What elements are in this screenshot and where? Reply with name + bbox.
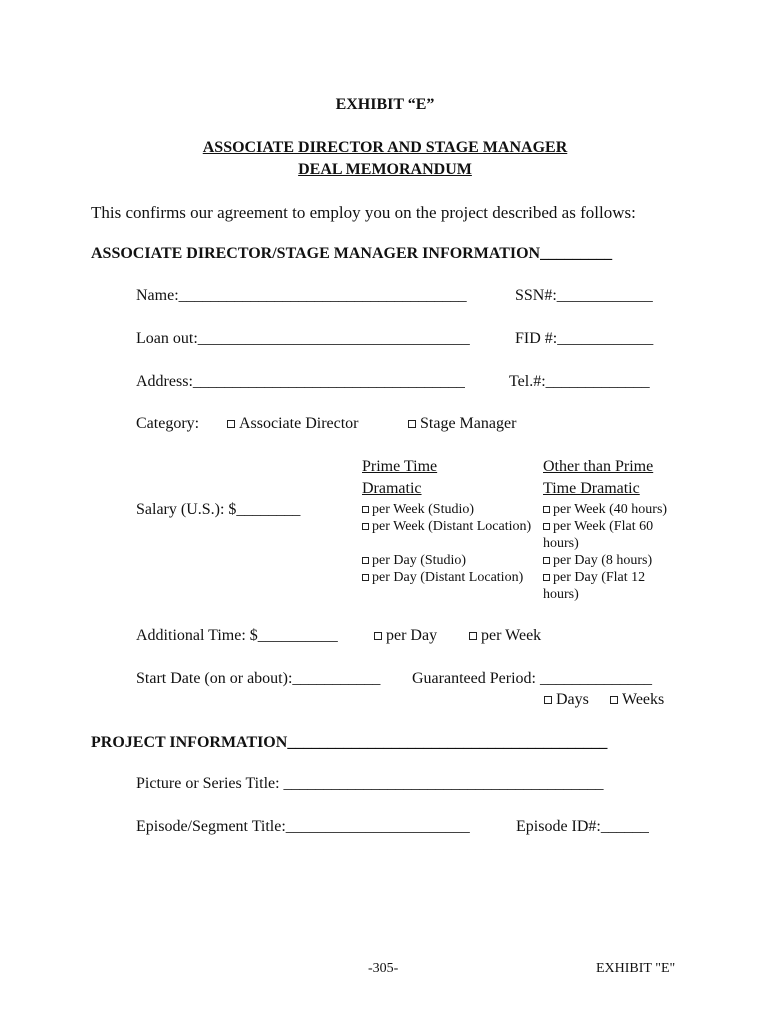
ad-section-heading-text: ASSOCIATE DIRECTOR/STAGE MANAGER INFORMATION: [91, 245, 541, 262]
checkbox-icon[interactable]: [362, 523, 369, 530]
start-date-field[interactable]: Start Date (on or about):___________: [136, 670, 381, 687]
intro-text: This confirms our agreement to employ you on the project described as follows:: [91, 203, 636, 222]
additional-time-option-per-week[interactable]: [469, 628, 541, 644]
address-field[interactable]: Address:__________________________________: [136, 373, 465, 390]
guaranteed-period-field[interactable]: Guaranteed Period: ______________: [412, 670, 652, 687]
salary-option-label-continued: hours): [543, 536, 579, 551]
ad-section-heading-rule: _________: [540, 245, 613, 262]
project-section-heading-text: PROJECT INFORMATION: [91, 734, 288, 751]
name-field[interactable]: Name:____________________________________: [136, 287, 467, 304]
episode-title-field[interactable]: Episode/Segment Title:_______________________: [136, 818, 470, 835]
checkbox-icon[interactable]: [362, 506, 369, 513]
document-title-line2: DEAL MEMORANDUM: [298, 161, 472, 178]
additional-time-field[interactable]: Additional Time: $__________: [136, 627, 338, 644]
salary-col2-header-line1: Other than Prime: [543, 458, 654, 475]
ad-section-heading: [91, 246, 612, 262]
additional-time-option-per-day[interactable]: [374, 628, 437, 644]
additional-time-option-label: per Week: [481, 627, 542, 644]
salary-option-label: per Week (40 hours): [553, 502, 668, 517]
document-title-line1: ASSOCIATE DIRECTOR AND STAGE MANAGER: [202, 139, 568, 156]
category-option-associate-director[interactable]: [227, 416, 359, 432]
period-option-days[interactable]: [544, 692, 589, 708]
loan-out-field[interactable]: Loan out:__________________________________: [136, 330, 470, 347]
salary-option-label: per Week (Flat 60: [553, 519, 654, 534]
checkbox-icon[interactable]: [469, 632, 477, 640]
ssn-field[interactable]: SSN#:____________: [515, 287, 653, 304]
salary-col1-header-line2: Dramatic: [362, 480, 422, 497]
salary-option-day-distant[interactable]: [362, 571, 523, 585]
exhibit-label: EXHIBIT “E”: [335, 96, 435, 113]
checkbox-icon[interactable]: [362, 557, 369, 564]
period-option-label: Days: [556, 691, 589, 708]
checkbox-icon[interactable]: [362, 574, 369, 581]
salary-option-label-continued: hours): [543, 587, 579, 602]
checkbox-icon[interactable]: [543, 523, 550, 530]
salary-option-label: per Day (Distant Location): [372, 570, 524, 585]
salary-option-week-studio[interactable]: [362, 503, 474, 517]
page-number: -305-: [368, 961, 399, 976]
category-label: Category:: [136, 415, 200, 432]
additional-time-option-label: per Day: [386, 627, 438, 644]
salary-option-week-flat60[interactable]: [543, 520, 653, 534]
picture-title-field[interactable]: Picture or Series Title: ________________________________________: [136, 775, 604, 792]
salary-option-label: per Day (8 hours): [553, 553, 653, 568]
category-option-label: Associate Director: [239, 415, 359, 432]
salary-field[interactable]: Salary (U.S.): $________: [136, 501, 301, 518]
salary-option-day-studio[interactable]: [362, 554, 466, 568]
project-section-heading: [91, 735, 607, 751]
period-option-weeks[interactable]: [610, 692, 664, 708]
project-section-heading-rule: ________________________________________: [287, 734, 608, 751]
period-option-label: Weeks: [622, 691, 665, 708]
checkbox-icon[interactable]: [544, 696, 552, 704]
checkbox-icon[interactable]: [543, 506, 550, 513]
salary-option-label: per Day (Studio): [372, 553, 467, 568]
salary-option-day-8[interactable]: [543, 554, 652, 568]
salary-option-label: per Week (Distant Location): [372, 519, 532, 534]
salary-option-label: per Week (Studio): [372, 502, 475, 517]
salary-option-week-40[interactable]: [543, 503, 667, 517]
episode-id-field[interactable]: Episode ID#:______: [516, 818, 649, 835]
checkbox-icon[interactable]: [610, 696, 618, 704]
checkbox-icon[interactable]: [543, 574, 550, 581]
salary-col1-header-line1: Prime Time: [362, 458, 438, 475]
salary-col2-header-line2: Time Dramatic: [543, 480, 640, 497]
salary-option-label: per Day (Flat 12: [553, 570, 646, 585]
tel-field[interactable]: Tel.#:_____________: [509, 373, 650, 390]
checkbox-icon[interactable]: [374, 632, 382, 640]
category-option-label: Stage Manager: [420, 415, 517, 432]
checkbox-icon[interactable]: [227, 420, 235, 428]
salary-option-week-distant[interactable]: [362, 520, 531, 534]
salary-option-day-flat12[interactable]: [543, 571, 645, 585]
fid-field[interactable]: FID #:____________: [515, 330, 654, 347]
category-option-stage-manager[interactable]: [408, 416, 516, 432]
checkbox-icon[interactable]: [543, 557, 550, 564]
footer-exhibit-label: EXHIBIT "E": [596, 961, 676, 976]
checkbox-icon[interactable]: [408, 420, 416, 428]
